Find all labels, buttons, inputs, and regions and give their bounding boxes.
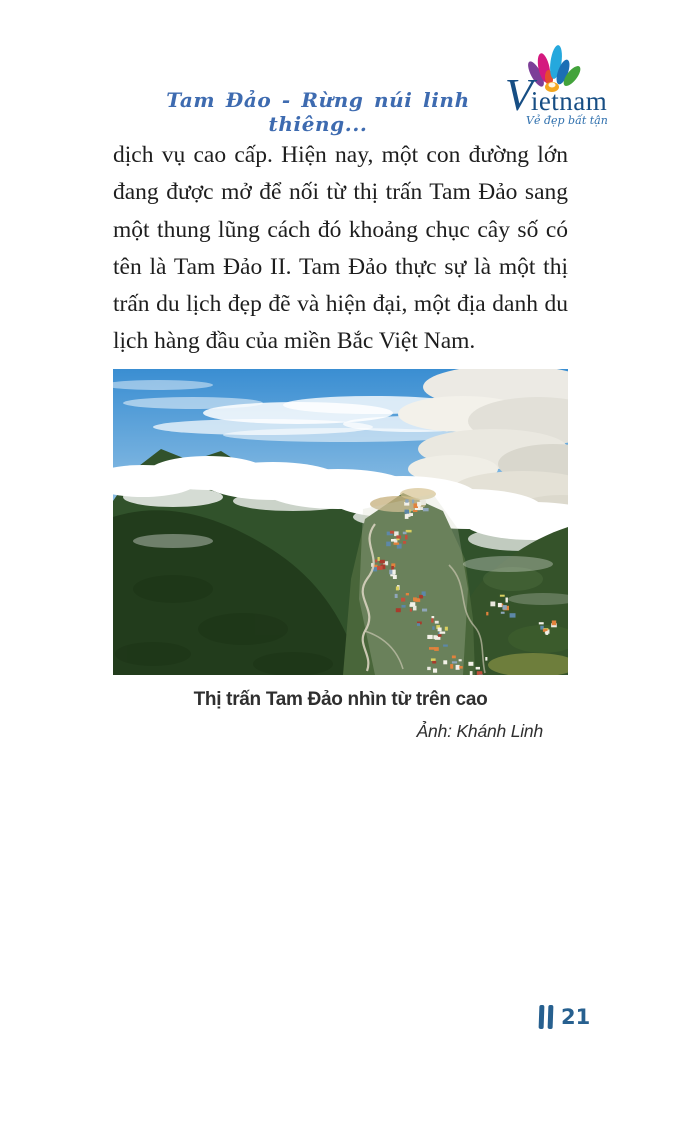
photo-caption: Thị trấn Tam Đảo nhìn từ trên cao	[193, 689, 488, 710]
page-marker-icon	[539, 1005, 544, 1029]
body-paragraph	[113, 137, 568, 361]
logo-v: V	[504, 69, 531, 120]
running-title: Tam Đảo - Rừng núi linh thiêng...	[166, 88, 470, 136]
body-line: trấn du lịch đẹp đẽ và hiện đại, một địa danh du	[113, 291, 568, 318]
vietnam-tourism-logo	[492, 44, 620, 128]
page-marker-icon	[547, 1005, 552, 1029]
body-line: tên là Tam Đảo II. Tam Đảo thực sự là một thị	[113, 253, 568, 280]
page-number: 21	[561, 1005, 591, 1029]
body-line: một thung lũng cách đó khoảng chục cây số có	[113, 216, 568, 243]
logo-tagline: Vẻ đẹp bất tận	[526, 114, 608, 127]
photo-credit: Ảnh: Khánh Linh	[416, 721, 543, 741]
logo-rest: ietnam	[530, 86, 608, 116]
body-line: lịch hàng đầu của miền Bắc Việt Nam.	[113, 328, 476, 355]
aerial-photo-tam-dao	[113, 369, 568, 675]
page-footer	[539, 1005, 590, 1029]
logo-wordmark	[492, 69, 620, 120]
body-line: dịch vụ cao cấp. Hiện nay, một con đường lớn	[113, 142, 568, 168]
body-line: đang được mở để nối từ thị trấn Tam Đảo sang	[113, 179, 568, 206]
